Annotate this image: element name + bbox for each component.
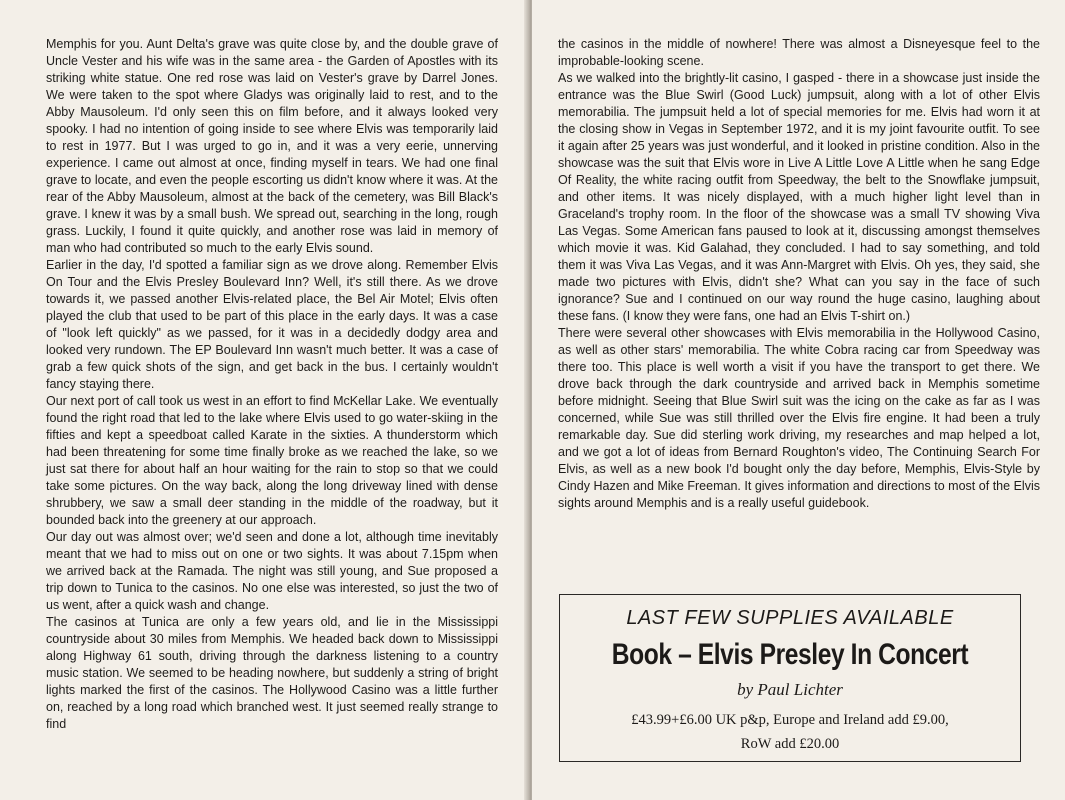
article-paragraph: the casinos in the middle of nowhere! There was almost a Disneyesque feel to the improbable-looking scene. — [558, 37, 1040, 68]
article-paragraph: Earlier in the day, I'd spotted a familiar sign as we drove along. Remember Elvis On Tour and the Elvis Presley Boulevard Inn? Well, it's still there. As we drove towards it, we passed another Elvis-related place, the Bel Air Motel; Elvis often played the club that used to be part of this place in the early days. It was a case of "look left quickly" as we passed, for it was in a decidedly dodgy area and looked very rundown. The EP Boulevard Inn wasn't much better. It was a case of grab a few quick shots of the sign, and get back in the bus. I certainly wouldn't fancy staying there. — [46, 258, 498, 391]
article-paragraph: Our day out was almost over; we'd seen and done a lot, although time inevitably meant that we had to miss out on one or two sights. It was about 7.15pm when we arrived back at the Ramada. The night was still young, and Sue proposed a trip down to Tunica to the casinos. No one else was interested, so just the two of us went, after a quick wash and change. — [46, 530, 498, 612]
advert-price-line: RoW add £20.00 — [740, 736, 840, 752]
advert-price-line: £43.99+£6.00 UK p&p, Europe and Ireland add £9.00, — [631, 712, 949, 728]
advert-price — [560, 708, 1020, 756]
article-paragraph: The casinos at Tunica are only a few years old, and lie in the Mississippi countryside about 30 miles from Memphis. We headed back down to Mississippi along Highway 61 south, driving through the darkness listening to a country music station. We seemed to be heading nowhere, but suddenly a string of bright lights marked the first of the casinos. The Hollywood Casino was a little further on, reached by a long road which branched west. It just seemed really strange to find — [46, 615, 498, 731]
right-article-column — [558, 36, 1040, 512]
advert-author: by Paul Lichter — [737, 680, 843, 699]
advert-book-title: Book – Elvis Presley In Concert — [611, 638, 969, 671]
right-page — [532, 0, 1065, 800]
article-paragraph: There were several other showcases with Elvis memorabilia in the Hollywood Casino, as well as other stars' memorabilia. The white Cobra racing car from Speedway was there too. This place is well worth a visit if you have the transport to get there. We drove back through the dark countryside and arrived back in Memphis sometime before midnight. Seeing that Blue Swirl suit was the icing on the cake as far as I was concerned, while Sue was still thrilled over the Elvis fire engine. It had been a truly remarkable day. Sue did sterling work driving, my researches and map helped a lot, and we got a lot of ideas from Bernard Roughton's video, The Continuing Search For Elvis, as well as a new book I'd bought only the day before, Memphis, Elvis-Style by Cindy Hazen and Mike Freeman. It gives information and directions to most of the Elvis sights around Memphis and is a really useful guidebook. — [558, 326, 1040, 510]
left-page — [0, 0, 527, 800]
advert-headline: LAST FEW SUPPLIES AVAILABLE — [626, 607, 954, 629]
article-paragraph: Memphis for you. Aunt Delta's grave was quite close by, and the double grave of Uncle Vester and his wife was in the same area - the Garden of Apostles with its striking white statue. One red rose was laid on Vester's grave by Darrel Jones. We were taken to the spot where Gladys was originally laid to rest, and to the Abby Mausoleum. I'd only seen this on film before, and it always looked very spooky. I had no intention of going inside to see where Elvis was temporarily laid to rest in 1977. But I was urged to go in, and it was a very eerie, unnerving experience. I came out almost at once, finding myself in tears. We had one final grave to locate, and even the people escorting us didn't know where it was. At the rear of the Abby Mausoleum, almost at the back of the cemetery, was Bill Black's grave. I knew it was by a small bush. We spread out, searching in the long, rough grass. Luckily, I found it quite quickly, and another rose was laid in memory of man who had contributed so much to the early Elvis sound. — [46, 37, 498, 255]
book-advert-box — [559, 594, 1021, 762]
article-paragraph: As we walked into the brightly-lit casino, I gasped - there in a showcase just inside the entrance was the Blue Swirl (Good Luck) jumpsuit, along with a lot of other Elvis memorabilia. The jumpsuit held a lot of special memories for me. Elvis had worn it at the closing show in Vegas in September 1972, and it is my joint favourite outfit. To see it again after 25 years was just wonderful, and it looked in pristine condition. Also in the showcase was the suit that Elvis wore in Live A Little Love A Little when he sang Edge Of Reality, the white racing outfit from Speedway, the belt to the Snowflake jumpsuit, and other items. It was nicely displayed, with a much higher light level than in Graceland's trophy room. In the floor of the showcase was a small TV showing Viva Las Vegas. Some American fans paused to look at it, discussing amongst themselves which movie it was. Kid Galahad, they concluded. I had to say something, and told them it was Viva Las Vegas, and it was Ann-Margret with Elvis. Oh yes, they said, she made two pictures with Elvis, didn't she? What can you say in the face of such ignorance? Sue and I continued on our way round the huge casino, laughing about these fans. (I know they were fans, one had an Elvis T-shirt on.) — [558, 71, 1040, 323]
article-paragraph: Our next port of call took us west in an effort to find McKellar Lake. We eventually found the right road that led to the lake where Elvis used to go water-skiing in the fifties and kept a speedboat called Karate in the sixties. A thunderstorm which had been threatening for some time finally broke as we reached the lake, so we just sat there for about half an hour waiting for the rain to stop so that we could take some pictures. On the way back, along the long driveway lined with dense shrubbery, we saw a small deer standing in the middle of the roadway, but it bounded back into the greenery at our approach. — [46, 394, 498, 527]
left-article-column — [46, 36, 498, 733]
